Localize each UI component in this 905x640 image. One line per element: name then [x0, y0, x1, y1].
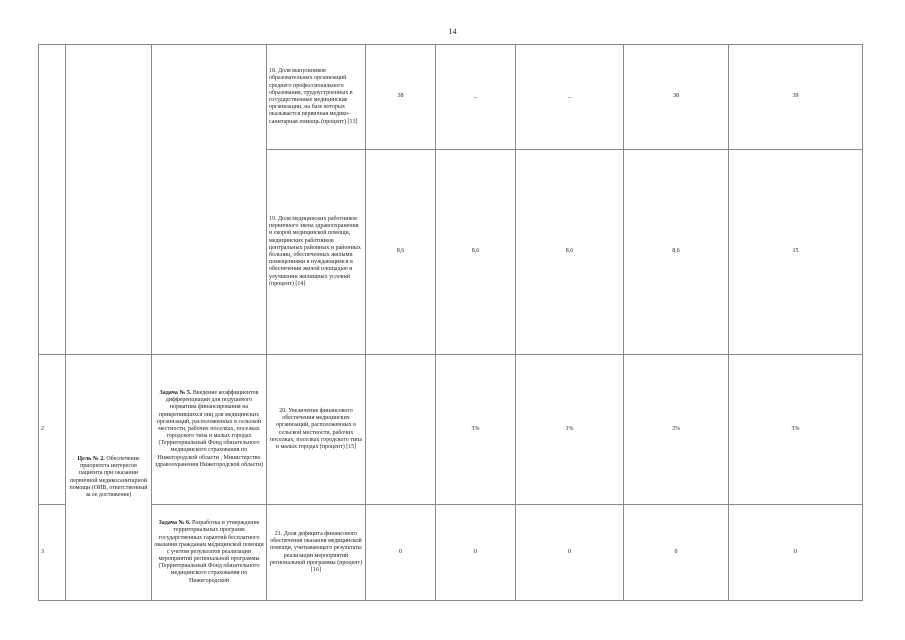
value-cell: 8,6	[436, 150, 516, 355]
row-number: 2	[39, 355, 66, 505]
task-cell	[152, 505, 267, 601]
task-cell	[152, 355, 267, 505]
value-cell: _	[436, 45, 516, 150]
value-cell: 8,6	[624, 150, 729, 355]
value-cell: 38	[624, 45, 729, 150]
value-cell: 3%	[516, 355, 624, 505]
value-cell: 3%	[624, 355, 729, 505]
num-cell-empty	[39, 45, 66, 355]
value-cell: 3%	[729, 355, 863, 505]
value-cell: 0	[366, 505, 436, 601]
value-cell: 0	[516, 505, 624, 601]
value-cell: 0	[624, 505, 729, 601]
goal-cell-empty	[66, 45, 152, 355]
goal-text: Обеспечение приоритета интересов пациента при оказании первичной медикосанитарной помощи (ОИВ, ответственный за ее достижение)	[69, 455, 148, 498]
value-cell: 0	[436, 505, 516, 601]
row-number: 3	[39, 505, 66, 601]
value-cell: 3%	[436, 355, 516, 505]
page-number: 14	[448, 27, 457, 36]
value-cell: 8,6	[366, 150, 436, 355]
value-cell: 38	[366, 45, 436, 150]
table-row	[39, 355, 863, 505]
indicator-cell: 20. Увеличение финансового обеспечения медицинских организаций, расположенных в сельской местности, рабочих поселках, поселках городского типа и малых городах (процент) [15]	[267, 355, 366, 505]
task-text: Введение коэффициентов дифференциации для подушевого норматива финансирования на прикрепившихся лиц для медицинских организаций, расположенных в сельской местности, рабочих поселках, поселках городского типа и малых городах (Территориальный Фонд обязательного медицинского страхования по Нижегородской области , Министерство здравоохранения Нижегородской области)	[154, 389, 264, 468]
goal-title: Цель № 2.	[77, 455, 105, 462]
indicator-cell: 18. Доля выпускников образовательных организаций среднего профессионального образования, трудоустроенных в государственные медицинские организации, на базе которых оказывается первичная медико-санитарная помощь (процент) [13]	[267, 45, 366, 150]
indicators-table	[38, 44, 863, 601]
value-cell: 15	[729, 150, 863, 355]
indicator-cell: 19. Доля медицинских работников первичного звена здравоохранения и скорой медицинской помощи, медицинских работников центральных районных и районных больниц, обеспеченных жилыми помещениями к нуждающимся в обеспечении жилой площадью и улучшении жилищных условий (процент) [14]	[267, 150, 366, 355]
task-title: Задача № 6.	[158, 520, 191, 527]
value-cell	[366, 355, 436, 505]
task-text: Разработка и утверждение территориальных программ государственных гарантий бесплатного оказания гражданам медицинской помощи с учетом результатов реализации мероприятий региональной программы (Территориальный Фонд обязательного медицинского страхования по Нижегородской	[154, 520, 264, 584]
table-row	[39, 45, 863, 150]
value-cell: 0	[729, 505, 863, 601]
indicator-cell: 21. Доля дефицита финансового обеспечения оказания медицинской помощи, учитывающего результаты реализации мероприятий региональной программы (процент) [16]	[267, 505, 366, 601]
value-cell: 39	[729, 45, 863, 150]
task-title: Задача № 5.	[159, 389, 192, 396]
value-cell: _	[516, 45, 624, 150]
task-cell-empty	[152, 45, 267, 355]
goal-cell	[66, 355, 152, 601]
table-row	[39, 505, 863, 601]
value-cell: 8,6	[516, 150, 624, 355]
